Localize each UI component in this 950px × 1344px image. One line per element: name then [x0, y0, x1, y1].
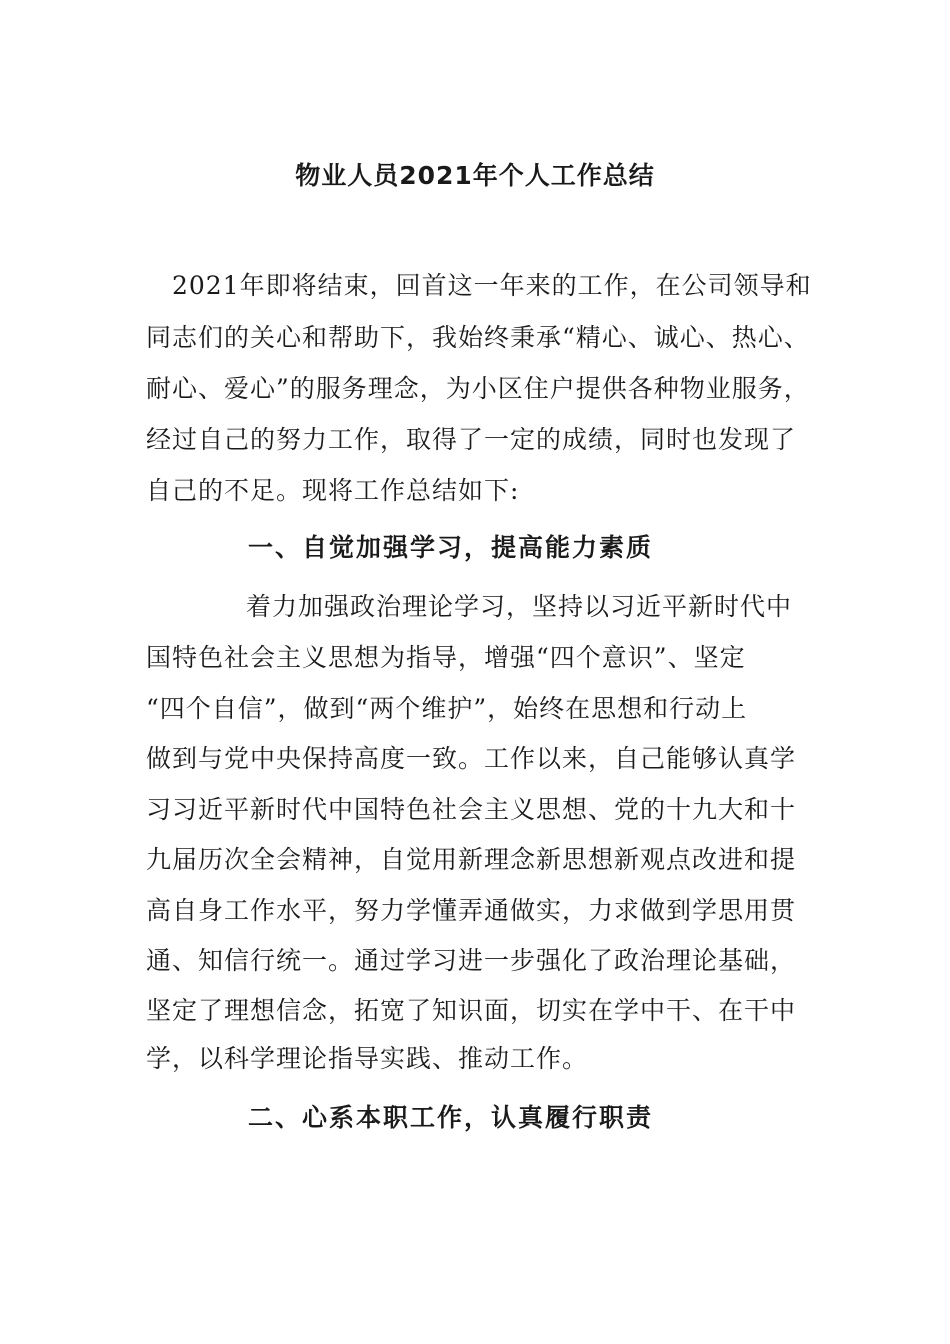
document-title: 物业人员2021年个人工作总结 — [295, 161, 655, 190]
section-1-line-3: “四个自信”，做到“两个维护”，始终在思想和行动上 — [146, 694, 748, 723]
intro-line-5: 自己的不足。现将工作总结如下: — [146, 476, 520, 505]
intro-line-2: 同志们的关心和帮助下，我始终秉承“精心、诚心、热心、 — [146, 323, 810, 352]
section-1-line-6: 九届历次全会精神，自觉用新理念新思想新观点改进和提 — [146, 845, 797, 874]
section-1-line-7: 高自身工作水平，努力学懂弄通做实，力求做到学思用贯 — [146, 896, 797, 925]
section-1-heading: 一、自觉加强学习，提高能力素质 — [248, 533, 654, 562]
intro-line-1: 2021年即将结束，回首这一年来的工作，在公司领导和 — [172, 271, 812, 300]
section-1-line-8: 通、知信行统一。通过学习进一步强化了政治理论基础， — [146, 946, 797, 975]
section-2-heading: 二、心系本职工作，认真履行职责 — [248, 1103, 654, 1132]
intro-line-4: 经过自己的努力工作，取得了一定的成绩，同时也发现了 — [146, 425, 797, 454]
section-1-line-4: 做到与党中央保持高度一致。工作以来，自己能够认真学 — [146, 744, 797, 773]
section-1-line-5: 习习近平新时代中国特色社会主义思想、党的十九大和十 — [146, 795, 797, 824]
section-1-line-10: 学，以科学理论指导实践、推动工作。 — [146, 1044, 589, 1073]
section-1-line-2: 国特色社会主义思想为指导，增强“四个意识”、坚定 — [146, 643, 746, 672]
intro-line-3: 耐心、爱心”的服务理念，为小区住户提供各种物业服务， — [146, 374, 810, 403]
section-1-line-1: 着力加强政治理论学习，坚持以习近平新时代中 — [246, 592, 793, 621]
section-1-line-9: 坚定了理想信念，拓宽了知识面，切实在学中干、在干中 — [146, 996, 797, 1025]
